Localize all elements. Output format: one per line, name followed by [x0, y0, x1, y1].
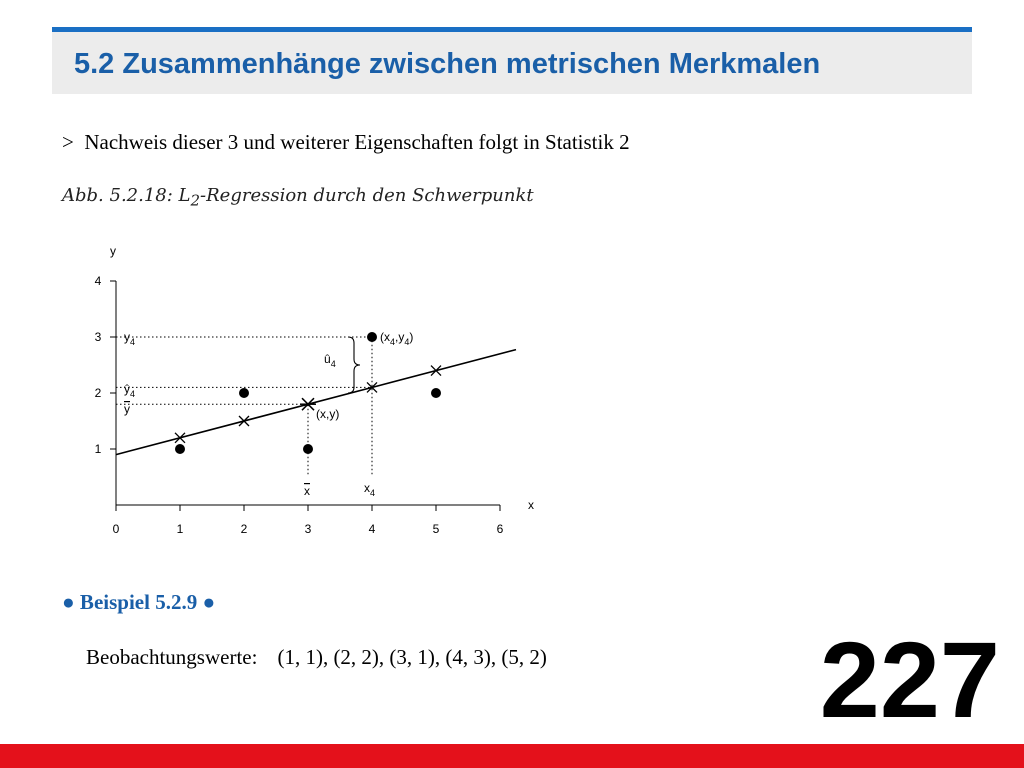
y-tick-label-1: 1 [94, 442, 102, 456]
data-point-1 [175, 444, 185, 454]
caption-suffix: -Regression durch den Schwerpunkt [200, 185, 534, 206]
label-x4: $x_4$ [364, 481, 376, 498]
x-axis-label: x [528, 498, 534, 512]
slide-title: 5.2 Zusammenhänge zwischen metrischen Merkmalen [74, 48, 821, 80]
label-ybar: y [124, 402, 130, 416]
y-tick-label-2: 2 [94, 386, 102, 400]
regression-line [116, 350, 516, 455]
data-point-2 [239, 388, 249, 398]
label-xbar: x [304, 484, 310, 498]
bullet-text: Nachweis dieser 3 und weiterer Eigenschaften folgt in Statistik 2 [84, 130, 630, 154]
slide-header [52, 32, 972, 94]
regression-chart [60, 235, 620, 555]
x-tick-label-1: 1 [176, 522, 184, 536]
x-tick-label-4: 4 [368, 522, 376, 536]
data-point-3 [303, 444, 313, 454]
bullet-line [62, 130, 630, 155]
fitted-point-2 [239, 416, 249, 426]
observations-values: (1, 1), (2, 2), (3, 1), (4, 3), (5, 2) [277, 645, 547, 669]
x-tick-label-3: 3 [304, 522, 312, 536]
x-tick-label-6: 6 [496, 522, 504, 536]
label-point-x4y4: $(x_4,y_4)$ [380, 330, 414, 347]
centroid-point [300, 398, 316, 410]
y-tick-label-3: 3 [94, 330, 102, 344]
caption-sub: 2 [190, 191, 201, 210]
data-point-5 [431, 388, 441, 398]
fitted-point-1 [175, 433, 185, 443]
x-tick-label-5: 5 [432, 522, 440, 536]
page-number: 227 [819, 619, 1000, 740]
label-y4: $y_4$ [124, 330, 136, 347]
observations-label: Beobachtungswerte: [86, 645, 258, 669]
residual-brace [348, 337, 360, 393]
label-centroid: (x,y) [316, 407, 340, 421]
fitted-point-5 [431, 366, 441, 376]
x-tick-label-2: 2 [240, 522, 248, 536]
label-yhat4: $ŷ_4$ [124, 382, 136, 399]
bottom-accent-bar [0, 744, 1024, 768]
bullet-marker: > [62, 130, 74, 154]
example-heading: ● Beispiel 5.2.9 ● [62, 590, 216, 614]
x-tick-label-0: 0 [112, 522, 120, 536]
figure-caption [62, 185, 534, 210]
observations-line [86, 645, 547, 670]
data-point-4 [367, 332, 377, 342]
caption-prefix: Abb. 5.2.18: L [62, 185, 191, 206]
y-tick-label-4: 4 [94, 274, 102, 288]
y-axis-label: y [110, 244, 116, 258]
label-uhat4: $û_4$ [324, 352, 336, 369]
